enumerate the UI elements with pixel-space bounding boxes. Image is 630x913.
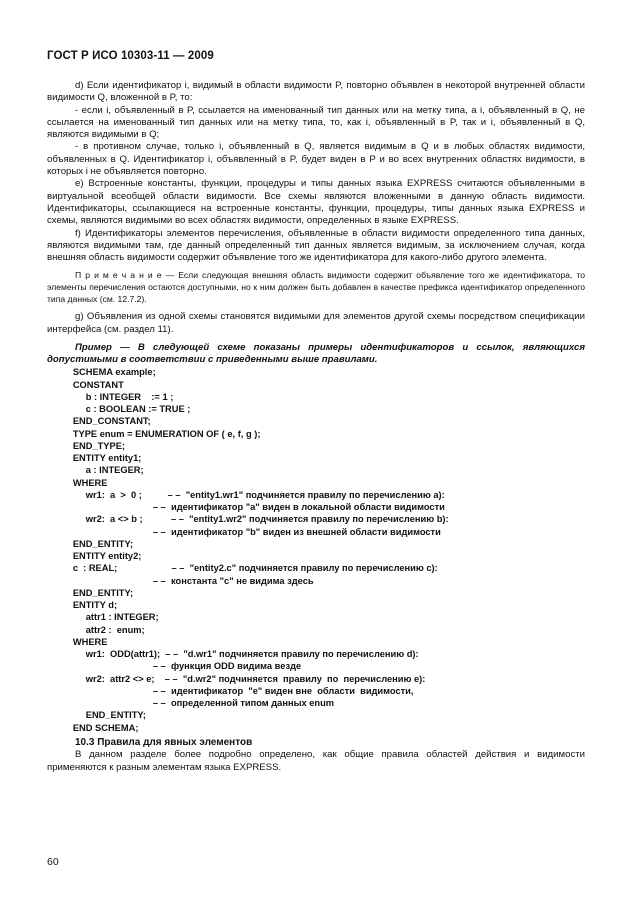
code-line: SCHEMA example; — [47, 367, 156, 378]
rule-f: f) Идентификаторы элементов перечисления, объявленные в области видимости определенного типа данных, являются видимыми там, где данный определенный тип данных является видимым, за исключением случая, когда внешняя область видимости содержит объявление того же идентификатора для какого-либо другого элемента. — [47, 227, 585, 264]
code-line: ENTITY entity2; — [47, 551, 142, 562]
page-number: 60 — [47, 856, 59, 868]
section-title: 10.3 Правила для явных элементов — [75, 736, 253, 748]
code-line: – – определенной типом данных enum — [47, 698, 335, 709]
section-text: В данном разделе более подробно определено, как общие правила областей действия и видимости применяются к разным элементам языка EXPRESS. — [47, 749, 585, 773]
code-line: wr2: a <> b ; – – "entity1.wr2" подчиняется правилу по перечислению b): — [47, 514, 449, 525]
page-header: ГОСТ Р ИСО 10303-11 — 2009 — [47, 50, 214, 62]
code-line: c : REAL; – – "entity2.c" подчиняется правилу по перечислению c): — [47, 563, 438, 574]
code-line: – – функция ODD видима везде — [47, 661, 302, 672]
rule-e: e) Встроенные константы, функции, процедуры и типы данных языка EXPRESS считаются объявленными в виртуальной всеобщей области видимости. Все схемы являются вложенными в данную область видимости. Идентификаторы, ссылающиеся на встроенные константы, функции, процедуры, типы данных языка EXPRESS и схемы, являются видимыми во всех областях видимости, определенных в языке EXPRESS. — [47, 178, 585, 227]
code-line: a : INTEGER; — [47, 465, 144, 476]
code-line: END_ENTITY; — [47, 710, 147, 721]
code-line: – – идентификатор "a" виден в локальной области видимости — [47, 502, 445, 513]
code-line: wr1: ODD(attr1); – – "d.wr1" подчиняется правилу по перечислению d): — [47, 649, 419, 660]
code-line: wr1: a > 0 ; – – "entity1.wr1" подчиняется правилу по перечислению a): — [47, 489, 445, 500]
code-line: CONSTANT — [47, 379, 124, 390]
code-line: END_CONSTANT; — [47, 416, 151, 427]
code-line: TYPE enum = ENUMERATION OF ( e, f, g ); — [47, 428, 261, 439]
code-line: END_TYPE; — [47, 440, 126, 451]
code-line: – – идентификатор "e" виден вне области видимости, — [47, 685, 414, 696]
code-listing — [47, 366, 585, 734]
rule-d: d) Если идентификатор i, видимый в области видимости P, повторно объявлен в некоторой внутренней области видимости Q, вложенной в P, то: — [47, 80, 585, 104]
code-line: WHERE — [47, 477, 108, 488]
rule-g: g) Объявления из одной схемы становятся видимыми для элементов другой схемы посредством спецификации интерфейса (см. раздел 11). — [47, 311, 585, 335]
code-line: ENTITY d; — [47, 600, 118, 611]
code-line: END_ENTITY; — [47, 587, 134, 598]
page-body — [47, 80, 585, 774]
code-line: attr2 : enum; — [47, 624, 145, 635]
note: П р и м е ч а н и е — Если следующая внешняя область видимости содержит объявление того же идентификатора, то элементы перечисления остаются доступными, но к ним должен быть добавлен в качестве префикса идентификатор определенного типа данных (см. 12.7.2). — [47, 270, 585, 304]
code-line: – – идентификатор "b" виден из внешней области видимости — [47, 526, 441, 537]
rule-d-case-2: - в противном случае, только i, объявленный в Q, является видимым в Q и в любых областях видимости, объявленных в Q. Идентификатор i, объявленный в P, будет виден в P и во всех внутренних областях видимости, в которых i не объявляется повторно. — [47, 141, 585, 178]
code-line: b : INTEGER := 1 ; — [47, 391, 174, 402]
code-line: ENTITY entity1; — [47, 453, 142, 464]
code-line: END_ENTITY; — [47, 538, 134, 549]
code-line: wr2: attr2 <> e; – – "d.wr2" подчиняется правилу по перечислению e): — [47, 673, 426, 684]
code-line: – – константа "c" не видима здесь — [47, 575, 314, 586]
example-intro: Пример — В следующей схеме показаны примеры идентификаторов и ссылок, являющихся допустимыми в соответствии с приведенными выше правилами. — [47, 341, 585, 366]
code-line: c : BOOLEAN := TRUE ; — [47, 404, 191, 415]
rule-d-case-1: - если i, объявленный в P, ссылается на именованный тип данных или на метку типа, а i, объявленный в Q, не ссылается на именованный тип данных или на метку типа, то, как i, объявленный в P, так и i, объявленный в Q, являются видимыми в Q; — [47, 104, 585, 141]
code-line: attr1 : INTEGER; — [47, 612, 159, 623]
code-line: WHERE — [47, 636, 108, 647]
code-line: END SCHEMA; — [47, 722, 139, 733]
